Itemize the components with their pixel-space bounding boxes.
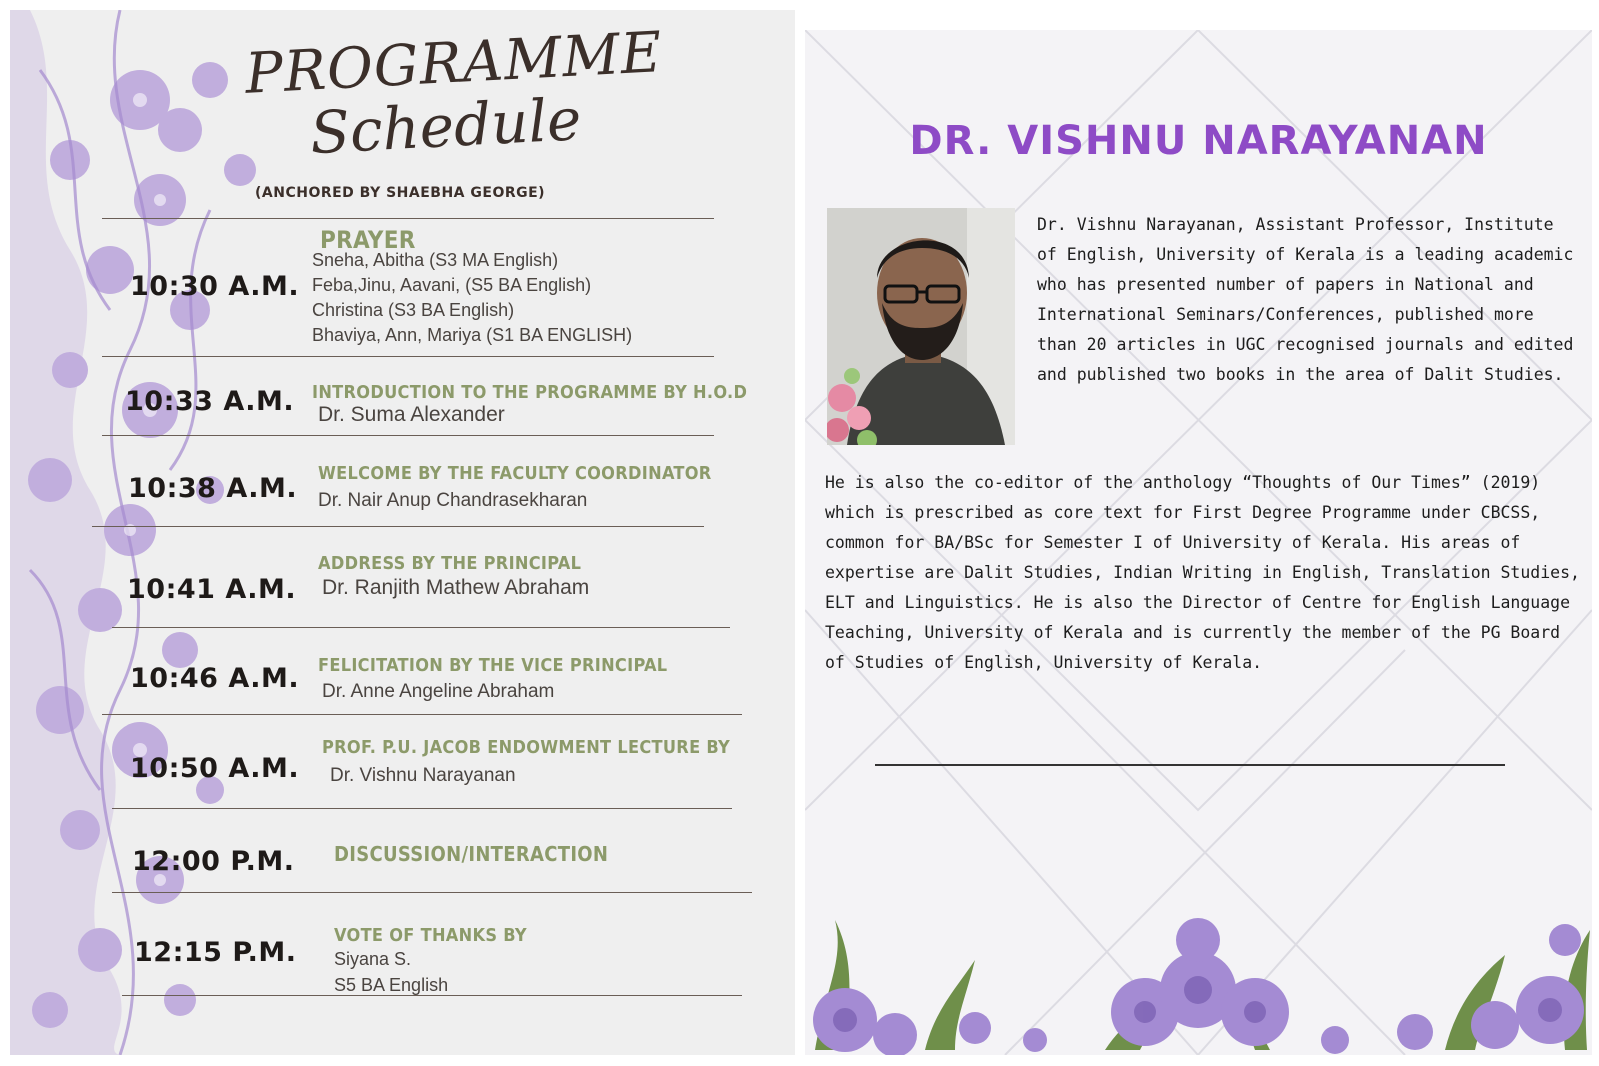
programme-schedule-panel: [10, 10, 795, 1055]
programme-title-line2: Schedule: [308, 85, 583, 168]
floral-border-left: [10, 10, 310, 1055]
schedule-heading: ADDRESS BY THE PRINCIPAL: [318, 553, 582, 574]
schedule-person: Dr. Vishnu Narayanan: [330, 765, 516, 786]
schedule-person: Dr. Ranjith Mathew Abraham: [322, 576, 590, 599]
divider: [92, 526, 704, 527]
schedule-heading: VOTE OF THANKS BY: [334, 925, 527, 946]
participant-line: S5 BA English: [334, 975, 449, 995]
participant-line: Feba,Jinu, Aavani, (S5 BA English): [312, 275, 592, 295]
schedule-time: 12:15 P.M.: [134, 937, 297, 968]
programme-title: [243, 20, 665, 168]
participant-line: Bhaviya, Ann, Mariya (S1 BA ENGLISH): [312, 325, 633, 345]
schedule-heading: INTRODUCTION TO THE PROGRAMME BY H.O.D: [312, 382, 748, 403]
schedule-time: 10:30 A.M.: [130, 271, 300, 302]
participant-line: Christina (S3 BA English): [312, 300, 515, 320]
participant-line: Sneha, Abitha (S3 MA English): [312, 250, 559, 270]
divider: [102, 356, 714, 357]
schedule-person: Dr. Anne Angeline Abraham: [322, 681, 555, 702]
speaker-name: DR. VISHNU NARAYANAN: [909, 118, 1488, 164]
divider: [875, 764, 1505, 766]
schedule-time: 10:33 A.M.: [125, 386, 295, 417]
divider: [102, 714, 742, 715]
schedule-heading: FELICITATION BY THE VICE PRINCIPAL: [318, 655, 668, 676]
divider: [102, 218, 714, 219]
schedule-heading: PROF. P.U. JACOB ENDOWMENT LECTURE BY: [322, 737, 731, 758]
schedule-time: 10:41 A.M.: [127, 574, 297, 605]
schedule-time: 10:50 A.M.: [130, 753, 300, 784]
schedule-participants: [312, 248, 632, 348]
speaker-portrait-image: [827, 208, 1015, 445]
divider: [102, 435, 714, 436]
schedule-time: 12:00 P.M.: [132, 846, 295, 877]
divider: [112, 808, 732, 809]
programme-title-line1: PROGRAMME: [243, 20, 665, 107]
schedule-time: 10:46 A.M.: [130, 663, 300, 694]
speaker-profile-panel: [805, 30, 1592, 1055]
speaker-bio-intro: Dr. Vishnu Narayanan, Assistant Professor, Institute of English, University of Kerala is a leading academic who has presented number of papers in National and International Seminars/Conferences, published more than 20 articles in UGC recognised journals and edited and published two books in the area of Dalit Studies.: [1037, 215, 1574, 384]
schedule-time: 10:38 A.M.: [128, 473, 298, 504]
schedule-person: Dr. Suma Alexander: [318, 403, 505, 426]
speaker-photo: [827, 208, 1015, 445]
floral-border-bottom: [805, 900, 1592, 1055]
schedule-person: Dr. Nair Anup Chandrasekharan: [318, 490, 588, 511]
schedule-participants: [334, 946, 448, 998]
anchored-by: (ANCHORED BY SHAEBHA GEORGE): [255, 185, 546, 201]
divider: [112, 892, 752, 893]
schedule-heading: DISCUSSION/INTERACTION: [334, 842, 609, 866]
divider: [112, 627, 730, 628]
schedule-heading: WELCOME BY THE FACULTY COORDINATOR: [318, 463, 712, 484]
speaker-bio-details: He is also the co-editor of the anthology “Thoughts of Our Times” (2019) which is prescribed as core text for First Degree Programme under CBCSS, common for BA/BSc for Semester I of University of Kerala. His areas of expertise are Dalit Studies, Indian Writing in English, Translation Studies, ELT and Linguistics. He is also the Director of Centre for English Language Teaching, University of Kerala and is currently the member of the PG Board of Studies of English, University of Kerala.: [825, 473, 1580, 672]
schedule-heading: PRAYER: [320, 226, 416, 254]
participant-line: Siyana S.: [334, 949, 412, 969]
